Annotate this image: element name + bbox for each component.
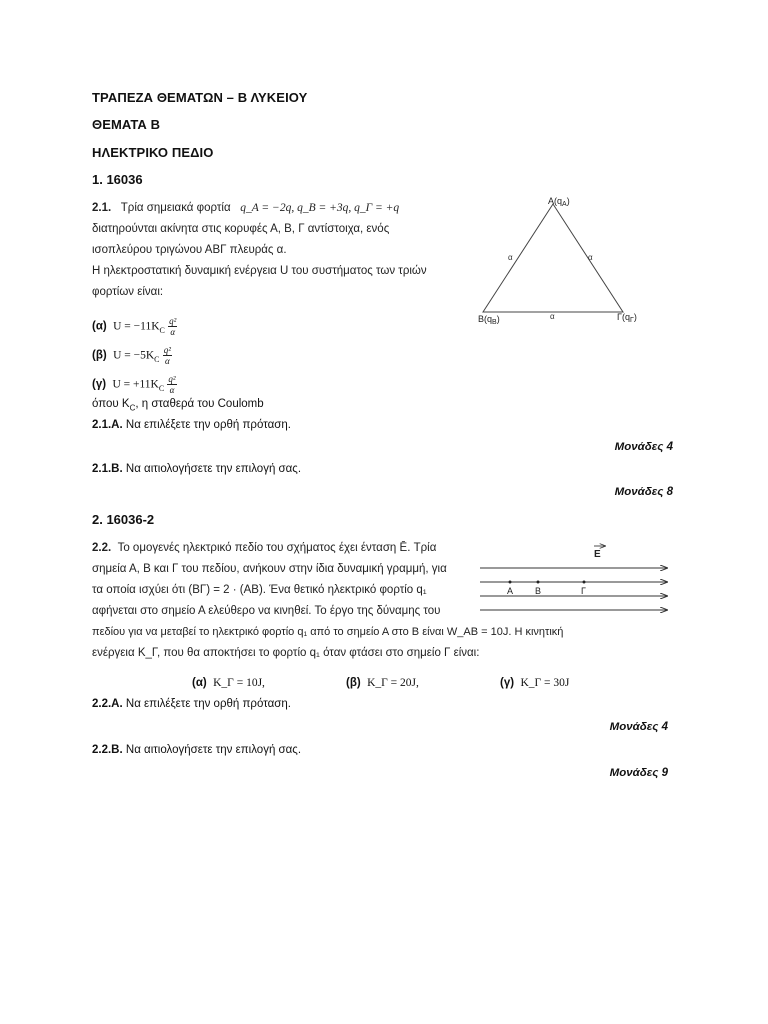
problem2-line5: πεδίου για να μεταβεί το ηλεκτρικό φορτίο q₁ από το σημείο Α στο Β είναι W_AB = 10J. Η κινητική <box>92 626 564 638</box>
problem1-line4: Η ηλεκτροστατική δυναμική ενέργεια U του συστήματος των τριών <box>92 265 427 277</box>
question-label: 2.2.Α. <box>92 698 123 710</box>
problem2-question-a <box>92 698 291 710</box>
frac-den: α <box>164 356 170 366</box>
vertex-b-label: $B(q_B)$ <box>478 314 500 326</box>
frac-den: α <box>169 385 175 395</box>
option-label: (β) <box>346 677 361 689</box>
problem1-line5: φορτίων είναι: <box>92 286 164 298</box>
problem2-option-a <box>192 677 265 689</box>
point-a <box>509 581 512 584</box>
option-label: (β) <box>92 349 107 362</box>
problem2-number: 2.2. <box>92 542 112 554</box>
option-expr: K_Γ = 10J, <box>213 677 265 689</box>
option-expr: U = +11K <box>112 378 159 391</box>
question-text: Να αιτιολογήσετε την επιλογή σας. <box>125 463 302 475</box>
frac-den: α <box>170 327 176 337</box>
point-a-label: Α <box>507 586 514 596</box>
point-b-label: Β <box>535 586 542 596</box>
option-sub: C <box>159 325 165 335</box>
doc-subtitle: ΘΕΜΑΤΑ Β <box>92 117 161 132</box>
note-pre: όπου K <box>92 398 130 410</box>
problem1-option-c <box>92 374 177 395</box>
option-fraction <box>168 316 177 337</box>
problem2-statement-wide <box>92 622 672 664</box>
problem2-title: 2. 16036-2 <box>92 512 155 527</box>
triangle-shape <box>483 204 623 312</box>
option-expr: K_Γ = 30J <box>520 677 570 689</box>
option-expr: U = −5K <box>113 349 155 362</box>
problem1-charges: q_A = −2q, q_B = +3q, q_Γ = +q <box>240 202 400 214</box>
problem1-units-2: Μονάδες 8 <box>614 486 673 498</box>
question-label: 2.2.Β. <box>92 744 123 756</box>
problem2-line1: Το ομογενές ηλεκτρικό πεδίο του σχήματος έχει ένταση Ē. Τρία <box>117 542 437 554</box>
problem1-option-a <box>92 316 177 337</box>
side-ab-label: α <box>508 253 513 262</box>
option-expr: U = −11K <box>113 320 160 333</box>
problem2-option-b <box>346 677 419 689</box>
problem1-number: 2.1. <box>92 202 112 214</box>
option-sub: C <box>154 354 160 364</box>
note-post: , η σταθερά του Coulomb <box>135 398 264 410</box>
frac-num: q² <box>163 345 171 355</box>
option-fraction <box>163 345 172 366</box>
doc-topic: ΗΛΕΚΤΡΙΚΟ ΠΕΔΙΟ <box>92 145 214 160</box>
vertex-g-label: $\Gamma(q_\Gamma)$ <box>617 312 637 324</box>
problem1-title: 1. 16036 <box>92 172 143 187</box>
problem1-line2: διατηρούνται ακίνητα στις κορυφές Α, Β, Γ αντίστοιχα, ενός <box>92 223 390 235</box>
option-label: (γ) <box>500 677 515 689</box>
problem1-option-b <box>92 345 172 366</box>
frac-num: q² <box>169 316 177 326</box>
problem1-constant-note <box>92 398 264 412</box>
problem2-units-2: Μονάδες 9 <box>609 767 668 779</box>
problem1-units-1: Μονάδες 4 <box>614 441 673 453</box>
problem2-option-c <box>500 677 569 689</box>
note-sub: C <box>129 403 136 413</box>
question-label: 2.1.Β. <box>92 463 123 475</box>
point-g <box>583 581 586 584</box>
question-label: 2.1.Α. <box>92 419 123 431</box>
option-sub: C <box>158 383 165 393</box>
side-bg-label: α <box>550 312 555 321</box>
option-expr: K_Γ = 20J, <box>367 677 419 689</box>
problem1-line3: ισοπλεύρου τριγώνου ΑΒΓ πλευράς α. <box>92 244 287 256</box>
problem2-line2: σημεία Α, Β και Γ του πεδίου, ανήκουν στην ίδια δυναμική γραμμή, για <box>92 563 447 575</box>
point-b <box>537 581 540 584</box>
frac-num: q² <box>168 374 176 384</box>
problem2-statement <box>92 538 472 622</box>
problem2-line3: τα οποία ισχύει ότι (ΒΓ) = 2 · (ΑΒ). Ένα θετικό ηλεκτρικό φορτίο q₁ <box>92 584 427 596</box>
problem1-question-a <box>92 419 291 431</box>
vertex-a-label: $A(q_A)$ <box>548 196 570 208</box>
question-text: Να επιλέξετε την ορθή πρόταση. <box>125 419 291 431</box>
triangle-diagram <box>470 190 650 340</box>
option-label: (γ) <box>92 378 107 391</box>
side-ag-label: α <box>588 253 593 262</box>
doc-title: ΤΡΑΠΕΖΑ ΘΕΜΑΤΩΝ – Β ΛΥΚΕΙΟΥ <box>92 90 308 105</box>
problem1-question-b <box>92 463 301 475</box>
e-vector-label: E <box>594 549 601 560</box>
point-g-label: Γ <box>581 586 586 596</box>
question-text: Να αιτιολογήσετε την επιλογή σας. <box>125 744 302 756</box>
problem2-line4: αφήνεται στο σημείο Α ελεύθερο να κινηθεί. Το έργο της δύναμης του <box>92 605 441 617</box>
option-label: (α) <box>92 320 107 333</box>
problem2-question-b <box>92 744 301 756</box>
field-diagram <box>478 538 673 623</box>
problem2-line6: ενέργεια K_Γ, που θα αποκτήσει το φορτίο q₁ όταν φτάσει στο σημείο Γ είναι: <box>92 647 480 659</box>
problem1-intro: Τρία σημειακά φορτία <box>120 202 231 214</box>
option-label: (α) <box>192 677 207 689</box>
problem1-statement <box>92 198 462 303</box>
option-fraction <box>167 374 176 395</box>
question-text: Να επιλέξετε την ορθή πρόταση. <box>125 698 291 710</box>
problem2-units-1: Μονάδες 4 <box>609 721 668 733</box>
